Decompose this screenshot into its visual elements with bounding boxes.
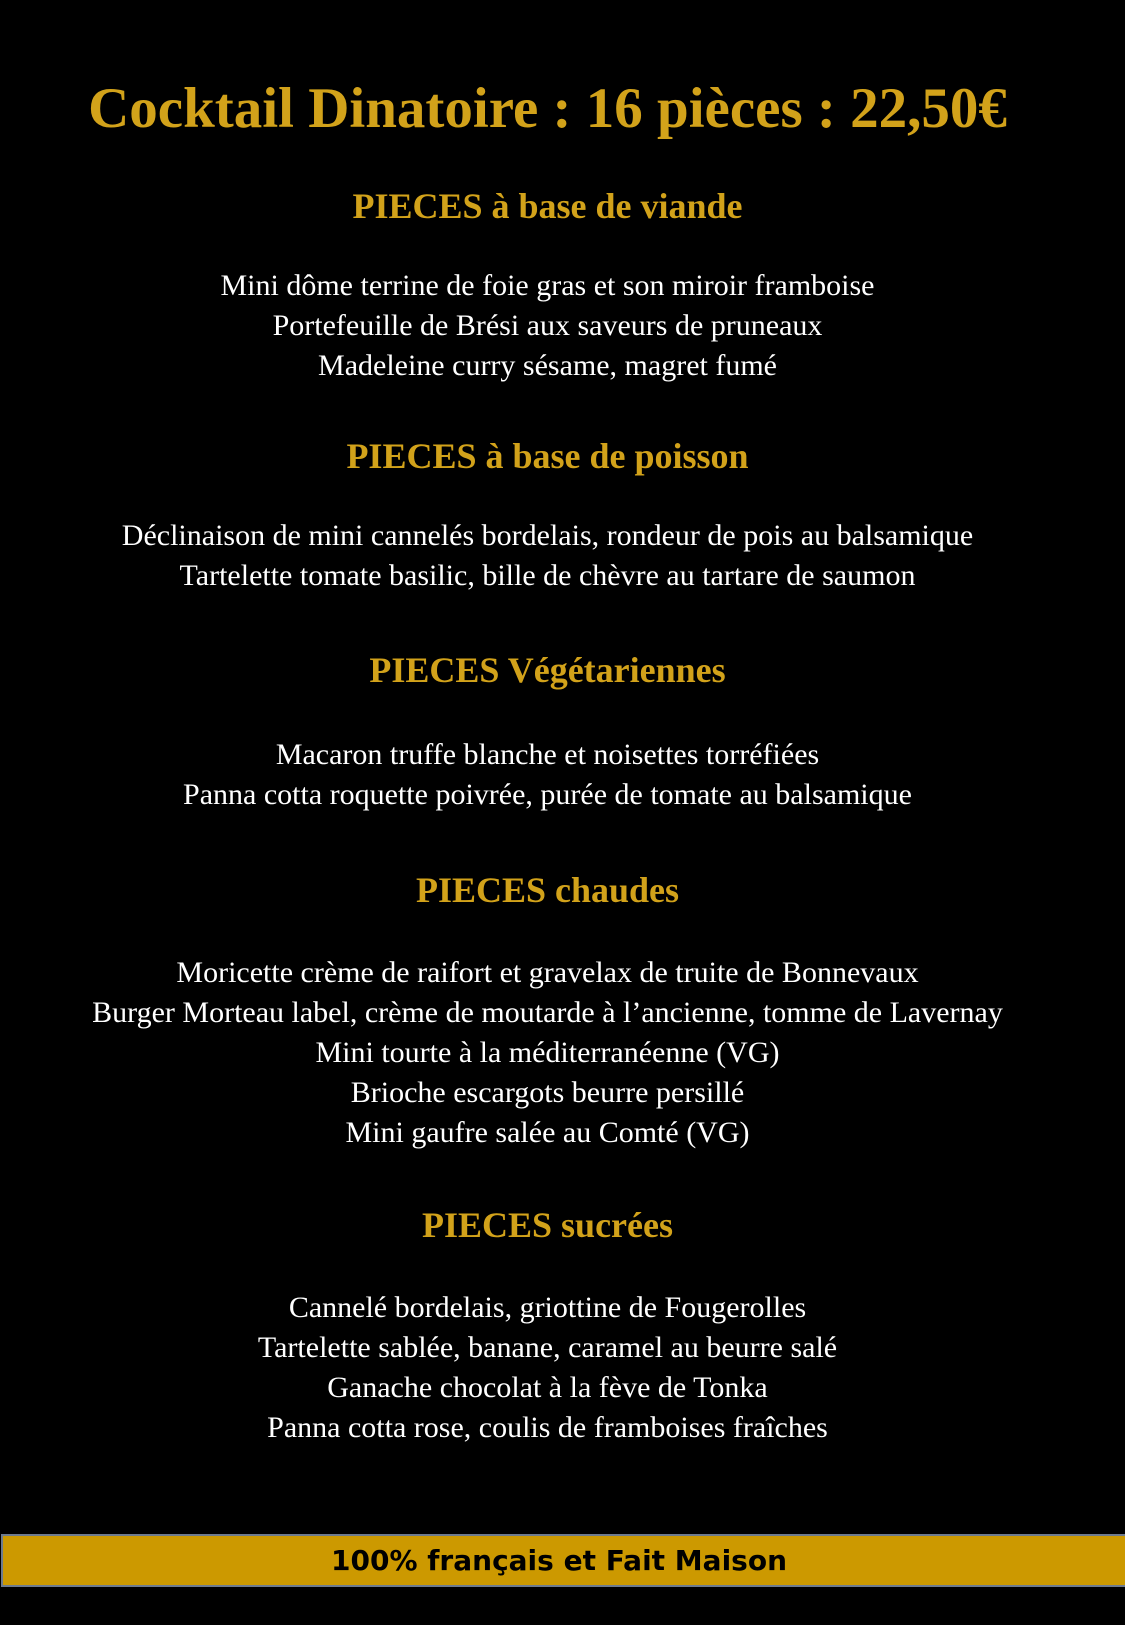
menu-item: Mini tourte à la méditerranéenne (VG) bbox=[315, 1036, 780, 1069]
section-items bbox=[0, 516, 1095, 596]
section-heading: PIECES Végétariennes bbox=[369, 650, 726, 690]
section-heading: PIECES à base de viande bbox=[352, 186, 743, 226]
menu-item: Cannelé bordelais, griottine de Fougerolles bbox=[288, 1291, 807, 1324]
section-items bbox=[0, 1288, 1095, 1448]
menu-item: Macaron truffe blanche et noisettes torréfiées bbox=[275, 738, 820, 771]
menu-item: Ganache chocolat à la fève de Tonka bbox=[327, 1371, 768, 1404]
section-heading: PIECES à base de poisson bbox=[346, 436, 749, 476]
section-items bbox=[0, 953, 1095, 1153]
section-chaudes bbox=[0, 868, 1095, 1153]
menu-title: Cocktail Dinatoire : 16 pièces : 22,50€ bbox=[88, 77, 1007, 140]
section-sucrees bbox=[0, 1203, 1095, 1448]
section-heading: PIECES chaudes bbox=[415, 870, 680, 910]
menu-item: Mini gaufre salée au Comté (VG) bbox=[345, 1116, 750, 1149]
footer-text: 100% français et Fait Maison bbox=[331, 1544, 787, 1577]
menu-item: Panna cotta roquette poivrée, purée de tomate au balsamique bbox=[183, 778, 912, 811]
menu-item: Burger Morteau label, crème de moutarde à l’ancienne, tomme de Lavernay bbox=[92, 996, 1003, 1029]
menu-item: Moricette crème de raifort et gravelax de truite de Bonnevaux bbox=[176, 956, 919, 989]
section-vegetariennes bbox=[0, 648, 1095, 815]
section-viande bbox=[0, 184, 1095, 386]
menu-item: Madeleine curry sésame, magret fumé bbox=[318, 349, 777, 382]
menu-item: Portefeuille de Brési aux saveurs de pruneaux bbox=[272, 309, 823, 342]
menu-item: Panna cotta rose, coulis de framboises fraîches bbox=[267, 1411, 828, 1444]
menu-item: Mini dôme terrine de foie gras et son miroir framboise bbox=[220, 269, 875, 302]
section-poisson bbox=[0, 434, 1095, 596]
section-items bbox=[0, 735, 1095, 815]
menu-item: Tartelette sablée, banane, caramel au beurre salé bbox=[257, 1331, 838, 1364]
section-heading: PIECES sucrées bbox=[422, 1205, 673, 1245]
section-items bbox=[0, 266, 1095, 386]
menu-item: Déclinaison de mini cannelés bordelais, rondeur de pois au balsamique bbox=[121, 519, 974, 552]
menu-item: Tartelette tomate basilic, bille de chèvre au tartare de saumon bbox=[179, 559, 916, 592]
footer-banner bbox=[1, 1534, 1125, 1587]
menu-item: Brioche escargots beurre persillé bbox=[350, 1076, 745, 1109]
